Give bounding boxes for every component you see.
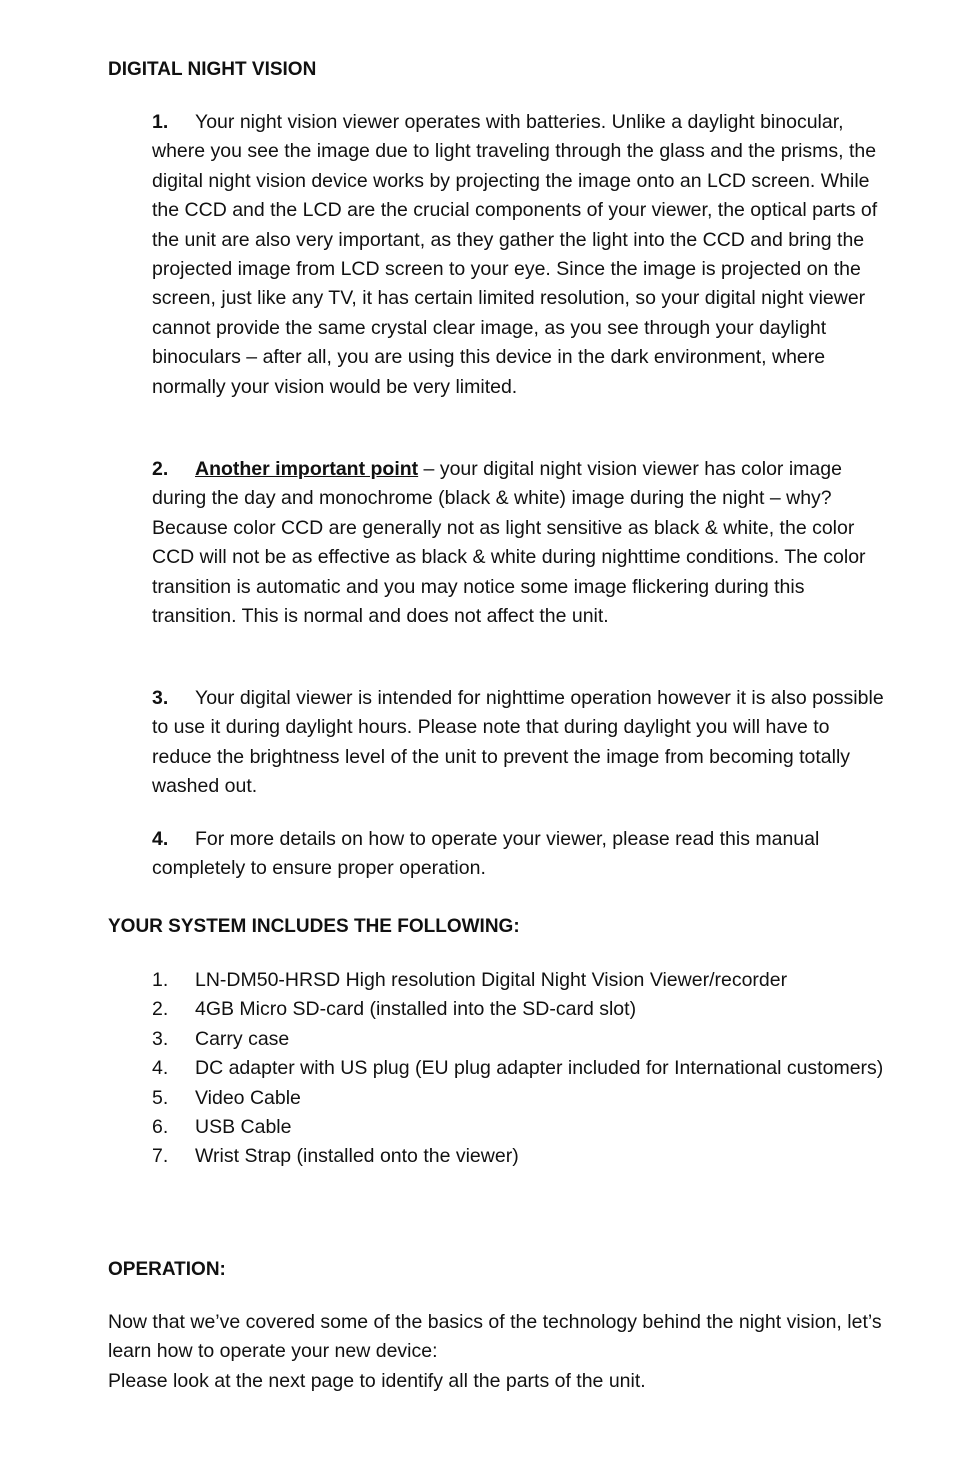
list-item-text: Wrist Strap (installed onto the viewer) [195, 1145, 519, 1168]
list-item-text: Video Cable [195, 1086, 301, 1109]
list-item-number: 7. [152, 1145, 169, 1168]
list-item [152, 1113, 892, 1142]
list-item [152, 1142, 892, 1171]
list-item [152, 1084, 892, 1113]
heading-operation: OPERATION: [108, 1259, 226, 1280]
operation-intro [108, 1308, 898, 1396]
list-item-text: DC adapter with US plug (EU plug adapter included for International customers) [195, 1057, 884, 1080]
point-1-number: 1. [152, 111, 169, 133]
includes-list [152, 966, 892, 1172]
list-item [152, 1054, 892, 1083]
point-2 [152, 455, 892, 631]
list-item-number: 6. [152, 1116, 169, 1139]
list-item-number: 4. [152, 1057, 169, 1080]
list-item-number: 2. [152, 998, 169, 1021]
list-item [152, 1025, 892, 1054]
list-item-text: USB Cable [195, 1116, 292, 1139]
operation-intro-line-1: Now that we’ve covered some of the basics of the technology behind the night vision, let’s learn how to operate your new device: [108, 1311, 882, 1363]
point-4 [152, 825, 892, 884]
list-item [152, 995, 892, 1024]
point-4-number: 4. [152, 828, 169, 850]
point-1-text: Your night vision viewer operates with batteries. Unlike a daylight binocular, where you see the image due to light traveling through the glass and the prisms, the digital night vision device works by projecting the image onto an LCD screen. While the CCD and the LCD are the crucial components of your viewer, the optical parts of the unit are also very important, as they gather the light into the CCD and bring the projected image from LCD screen to your eye. Since the image is projected on the screen, just like any TV, it has certain limited resolution, so your digital night viewer cannot provide the same crystal clear image, as you see through your daylight binoculars – after all, you are using this device in the dark environment, where normally your vision would be very limited. [152, 111, 878, 398]
point-3-number: 3. [152, 687, 169, 709]
point-3-text: Your digital viewer is intended for nighttime operation however it is also possible to use it during daylight hours. Please note that during daylight you will have to reduce the brightness level of the unit to prevent the image from becoming totally washed out. [152, 687, 884, 798]
list-item-number: 5. [152, 1086, 169, 1109]
operation-intro-line-2: Please look at the next page to identify all the parts of the unit. [108, 1369, 646, 1392]
list-item-text: LN-DM50-HRSD High resolution Digital Night Vision Viewer/recorder [195, 969, 788, 991]
point-2-text: – your digital night vision viewer has color image during the day and monochrome (black & white) image during the night – why? Because color CCD are generally not as light sensitive as black & white, the color CCD will not be as effective as black & white during nighttime conditions. The color transition is automatic and you may notice some image flickering during this transition. This is normal and does not affect the unit. [152, 458, 866, 628]
heading-system-includes: YOUR SYSTEM INCLUDES THE FOLLOWING: [108, 916, 520, 937]
point-1 [152, 108, 892, 402]
list-item-number: 3. [152, 1027, 169, 1050]
list-item-text: Carry case [195, 1027, 290, 1050]
list-item-text: 4GB Micro SD-card (installed into the SD-card slot) [195, 998, 637, 1021]
point-4-text: For more details on how to operate your viewer, please read this manual completely to ensure proper operation. [152, 828, 820, 880]
point-2-emphasis: Another important point [195, 458, 419, 480]
heading-digital-night-vision: DIGITAL NIGHT VISION [108, 59, 317, 80]
point-2-number: 2. [152, 458, 169, 480]
list-item [152, 966, 892, 995]
list-item-number: 1. [152, 969, 169, 991]
point-3 [152, 684, 892, 802]
